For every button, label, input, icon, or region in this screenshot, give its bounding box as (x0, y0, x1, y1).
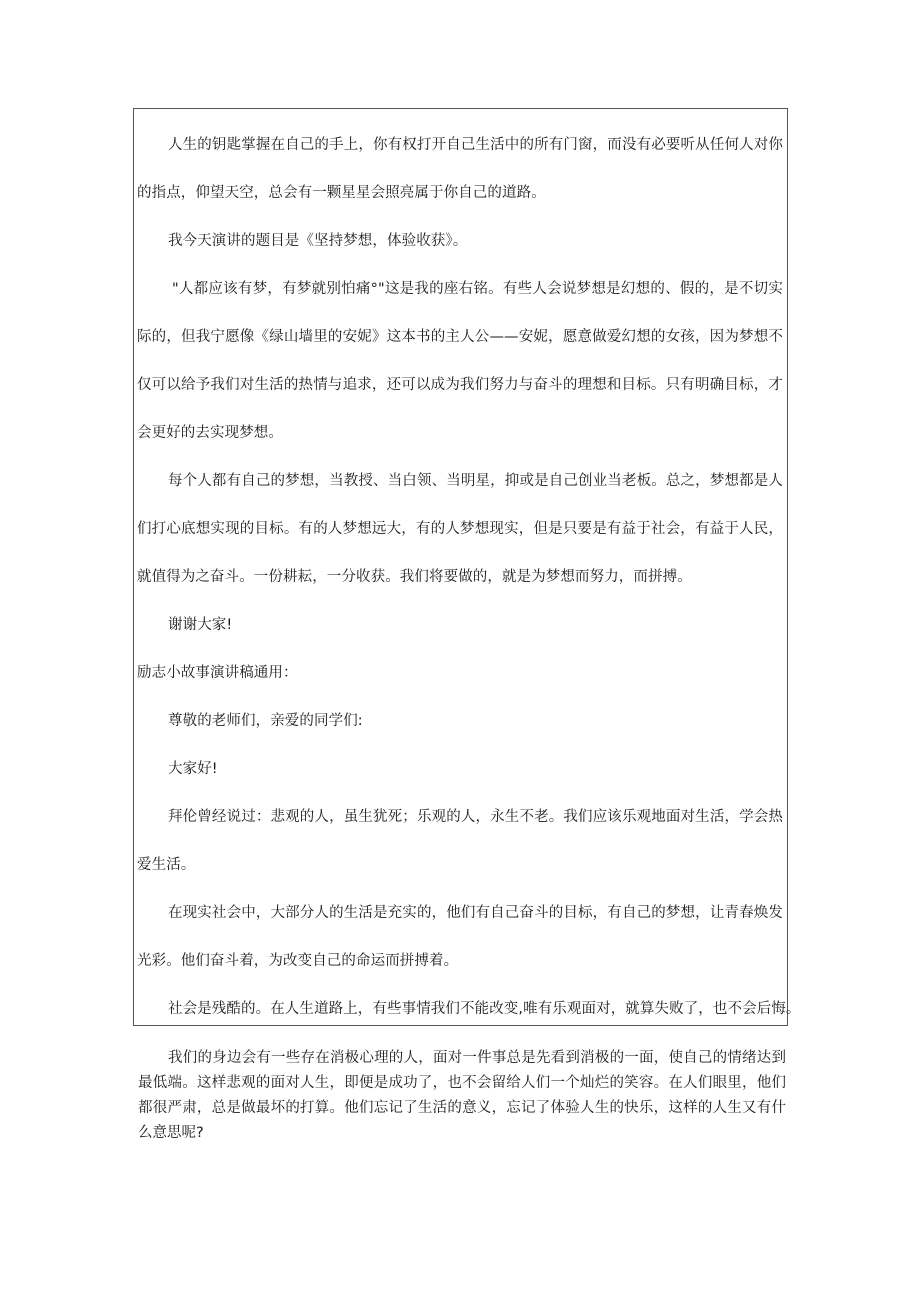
paragraph-line: 爱生活。 (137, 857, 196, 873)
tail-paragraph-line: 我们的身边会有一些存在消极心理的人，面对一件事总是先看到消极的一面，使自己的情绪达到 (168, 1050, 786, 1066)
paragraph-line: 谢谢大家! (168, 617, 233, 633)
paragraph-line: 仅可以给予我们对生活的热情与追求，还可以成为我们努力与奋斗的理想和目标。只有明确目标，才 (137, 377, 783, 393)
paragraph-line: 际的，但我宁愿像《绿山墙里的安妮》这本书的主人公——安妮，愿意做爱幻想的女孩，因为梦想不 (137, 329, 783, 345)
paragraph-line: 会更好的去实现梦想。 (137, 425, 283, 441)
paragraph-line: 我今天演讲的题目是《坚持梦想，体验收获》。 (168, 233, 468, 249)
paragraph-line: 大家好! (168, 761, 218, 777)
paragraph-line: 的指点，仰望天空，总会有一颗星星会照亮属于你自己的道路。 (137, 185, 546, 201)
paragraph-line: "人都应该有梦，有梦就别怕痛°"这是我的座右铭。有些人会说梦想是幻想的、假的，是不切实 (172, 281, 783, 297)
paragraph-line: 就值得为之奋斗。一份耕耘，一分收获。我们将要做的，就是为梦想而努力，而拼搏。 (137, 569, 692, 585)
paragraph-line: 尊敬的老师们，亲爱的同学们: (168, 713, 363, 729)
paragraph-line: 拜伦曾经说过：悲观的人，虽生犹死；乐观的人，永生不老。我们应该乐观地面对生活，学会热 (168, 809, 783, 825)
paragraph-line: 人生的钥匙掌握在自己的手上，你有权打开自己生活中的所有门窗，而没有必要听从任何人对你 (168, 137, 783, 153)
tail-paragraph-line: 最低端。这样悲观的面对人生，即便是成功了，也不会留给人们一个灿烂的笑容。在人们眼里，他们 (138, 1075, 786, 1091)
paragraph-line: 光彩。他们奋斗着，为改变自己的命运而拼搏着。 (137, 953, 459, 969)
section-heading: 励志小故事演讲稿通用： (137, 665, 298, 681)
paragraph-line: 们打心底想实现的目标。有的人梦想远大，有的人梦想现实，但是只要是有益于社会，有益于人民， (137, 521, 783, 537)
tail-paragraph-line: 么意思呢? (138, 1125, 204, 1141)
tail-paragraph-line: 都很严肃，总是做最坏的打算。他们忘记了生活的意义，忘记了体验人生的快乐，这样的人生又有什 (138, 1100, 786, 1116)
paragraph-line: 在现实社会中，大部分人的生活是充实的，他们有自己奋斗的目标，有自己的梦想，让青春焕发 (168, 905, 783, 921)
paragraph-line: 每个人都有自己的梦想，当教授、当白领、当明星，抑或是自己创业当老板。总之，梦想都是人 (168, 473, 783, 489)
paragraph-line: 社会是残酷的。在人生道路上，有些事情我们不能改变,唯有乐观面对，就算失败了，也不会后悔。 (168, 1001, 801, 1017)
